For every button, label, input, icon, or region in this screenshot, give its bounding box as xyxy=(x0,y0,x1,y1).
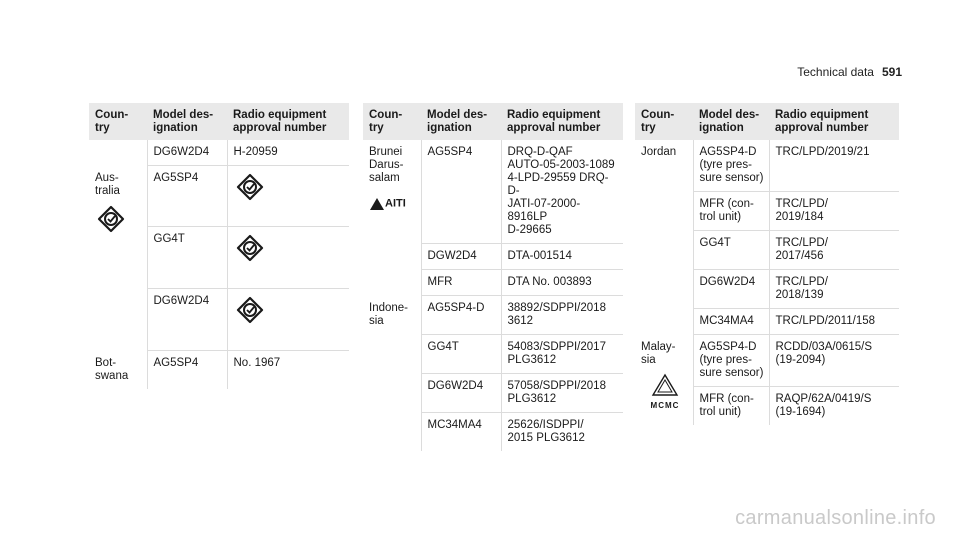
table-row xyxy=(89,166,349,227)
country-cell-brunei: Brunei Darus- salam AITI xyxy=(363,140,421,296)
approval-table-2 xyxy=(363,103,623,451)
approval-cell: No. 1967 xyxy=(227,351,349,389)
approval-cell: RAQP/62A/0419/S (19-1694) xyxy=(769,387,899,426)
aiti-logo-icon xyxy=(369,197,385,211)
header-model: Model des- ignation xyxy=(147,103,227,140)
header-country: Coun- try xyxy=(89,103,147,140)
model-cell: AG5SP4 xyxy=(421,140,501,244)
rcm-mark-icon xyxy=(95,204,127,234)
country-cell-botswana: Bot- swana xyxy=(95,356,129,382)
approval-cell: H-20959 xyxy=(227,140,349,166)
table-row xyxy=(89,140,349,166)
approval-cell xyxy=(227,289,349,351)
model-cell: GG4T xyxy=(693,231,769,270)
header-country: Coun- try xyxy=(363,103,421,140)
approval-cell: DTA No. 003893 xyxy=(501,270,623,296)
table-header-row xyxy=(89,103,349,140)
mcmc-logo-icon xyxy=(651,373,679,397)
approval-cell: TRC/LPD/ 2018/139 xyxy=(769,270,899,309)
table-row xyxy=(363,296,623,335)
country-cell-australia: Aus- tralia xyxy=(89,166,147,351)
model-cell: MFR (con- trol unit) xyxy=(693,387,769,426)
mcmc-logo: MCMC xyxy=(641,373,689,410)
rcm-mark-icon xyxy=(234,233,266,263)
page-number: 591 xyxy=(881,65,902,79)
model-cell: GG4T xyxy=(421,335,501,374)
country-cell-jordan: Jordan xyxy=(641,146,677,158)
country-cell-malaysia: Malay- sia MCMC xyxy=(635,335,693,426)
approval-cell: TRC/LPD/ 2019/184 xyxy=(769,192,899,231)
model-cell: MC34MA4 xyxy=(421,413,501,452)
approval-cell: 38892/SDPPI/2018 3612 xyxy=(501,296,623,335)
model-cell: MFR xyxy=(421,270,501,296)
model-cell: DG6W2D4 xyxy=(147,289,227,351)
model-cell: AG5SP4-D xyxy=(421,296,501,335)
model-cell: DG6W2D4 xyxy=(147,140,227,166)
approval-cell: 57058/SDPPI/2018 PLG3612 xyxy=(501,374,623,413)
table-row xyxy=(89,351,349,389)
model-cell: DG6W2D4 xyxy=(421,374,501,413)
model-cell: AG5SP4-D (tyre pres- sure sensor) xyxy=(693,335,769,387)
approval-cell: TRC/LPD/ 2017/456 xyxy=(769,231,899,270)
approval-table-3 xyxy=(635,103,899,425)
table-header-row xyxy=(363,103,623,140)
page-header xyxy=(797,66,902,79)
table-header-row xyxy=(635,103,899,140)
rcm-mark-icon xyxy=(234,295,266,325)
approval-cell: 54083/SDPPI/2017 PLG3612 xyxy=(501,335,623,374)
table-row xyxy=(635,335,899,387)
header-model: Model des- ignation xyxy=(421,103,501,140)
approval-cell xyxy=(227,227,349,289)
header-approval: Radio equipment approval number xyxy=(501,103,623,140)
approval-cell xyxy=(227,166,349,227)
model-cell: AG5SP4-D (tyre pres- sure sensor) xyxy=(693,140,769,192)
model-cell: MFR (con- trol unit) xyxy=(693,192,769,231)
country-cell-indonesia: Indone- sia xyxy=(369,301,409,327)
model-cell: GG4T xyxy=(147,227,227,289)
header-country: Coun- try xyxy=(635,103,693,140)
approval-cell: TRC/LPD/2011/158 xyxy=(769,309,899,335)
model-cell: AG5SP4 xyxy=(147,351,227,389)
model-cell: MC34MA4 xyxy=(693,309,769,335)
rcm-mark-icon xyxy=(234,172,266,202)
model-cell: DG6W2D4 xyxy=(693,270,769,309)
table-row xyxy=(363,140,623,244)
section-title: Technical data xyxy=(797,65,874,79)
aiti-logo: AITI xyxy=(369,197,417,211)
approval-table-1 xyxy=(89,103,349,389)
header-model: Model des- ignation xyxy=(693,103,769,140)
model-cell: AG5SP4 xyxy=(147,166,227,227)
model-cell: DGW2D4 xyxy=(421,244,501,270)
watermark: carmanualsonline.info xyxy=(735,507,936,529)
approval-cell: 25626/ISDPPI/ 2015 PLG3612 xyxy=(501,413,623,452)
approval-cell: TRC/LPD/2019/21 xyxy=(769,140,899,192)
header-approval: Radio equipment approval number xyxy=(227,103,349,140)
header-approval: Radio equipment approval number xyxy=(769,103,899,140)
approval-cell: DTA-001514 xyxy=(501,244,623,270)
table-row xyxy=(635,140,899,192)
approval-cell: RCDD/03A/0615/S (19-2094) xyxy=(769,335,899,387)
approval-cell: DRQ-D-QAF AUTO-05-2003-1089 4-LPD-29559 DRQ- D- JATI-07-2000-8916LP D-29665 xyxy=(501,140,623,244)
